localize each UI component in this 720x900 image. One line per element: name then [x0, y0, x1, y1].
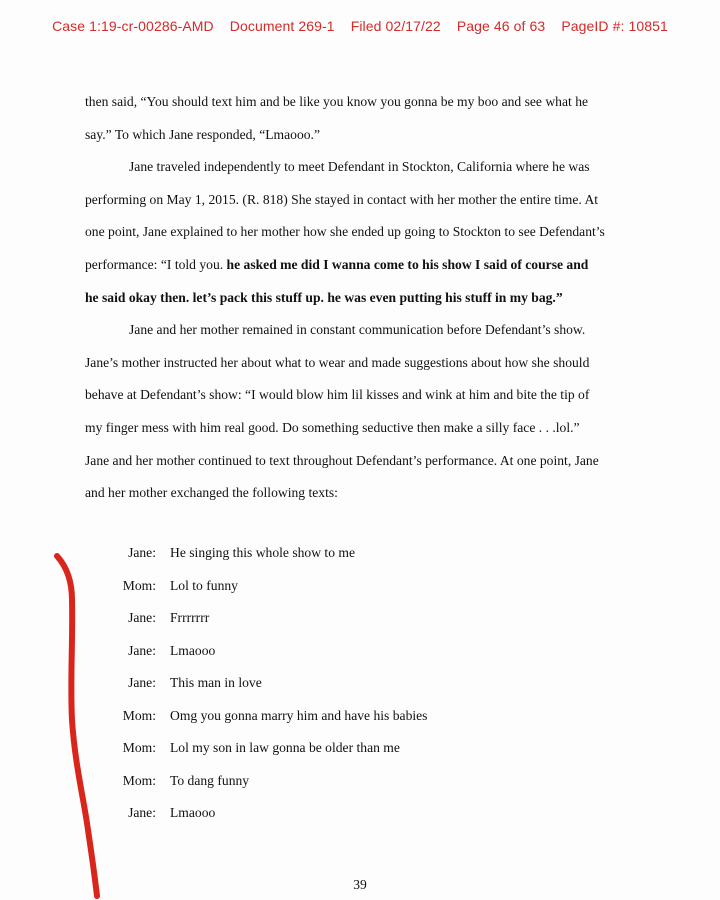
- message-text: Omg you gonna marry him and have his babies: [170, 707, 428, 723]
- document-number: Document 269-1: [229, 18, 335, 34]
- speaker-label: Jane:: [128, 642, 156, 658]
- paragraph-1: then said, “You should text him and be like you know you gonna be my boo and see what he say.” To which Jane responded, “Lmaooo.”: [85, 94, 589, 142]
- message-text: Frrrrrrr: [170, 610, 210, 625]
- text-message: [0, 740, 720, 760]
- page-id: PageID #: 10851: [561, 18, 668, 34]
- message-text: He singing this whole show to me: [170, 545, 356, 560]
- page-count: Page 46 of 63: [456, 18, 546, 34]
- text-message: [0, 643, 720, 663]
- text-message: [0, 675, 720, 695]
- speaker-label: Jane:: [128, 545, 156, 560]
- message-text: To dang funny: [170, 772, 250, 788]
- message-text: Lol to funny: [170, 577, 238, 593]
- message-text: This man in love: [170, 675, 262, 690]
- speaker-label: Mom:: [122, 772, 156, 788]
- text-message: [0, 708, 720, 728]
- paragraph-2-bold-quote: he asked me did I wanna come to his show I said of course and he said okay then. let’s pack this stuff up. he was even putting his stuff in my bag.”: [85, 256, 589, 305]
- body-text: [85, 86, 605, 510]
- text-message: [0, 773, 720, 793]
- message-text: Lol my son in law gonna be older than me: [170, 740, 400, 755]
- case-number: Case 1:19-cr-00286-AMD: [52, 18, 214, 34]
- text-message: [0, 805, 720, 825]
- speaker-label: Jane:: [128, 675, 156, 690]
- text-message: [0, 610, 720, 630]
- paragraph-3: Jane and her mother remained in constant communication before Defendant’s show. Jane’s mother instructed her about what to wear and made suggestions about how she should behave at Defendant’s show: “I would blow him lil kisses and wink at him and bite the tip of my finger mess with him real good. Do something seductive then make a silly face . . .lol.” Jane and her mother continued to text throughout Defendant’s performance. At one point, Jane and her mother exchanged the following texts:: [85, 322, 599, 501]
- message-text: Lmaooo: [170, 805, 216, 820]
- speaker-label: Mom:: [122, 707, 156, 723]
- text-message: [0, 545, 720, 565]
- speaker-label: Mom:: [122, 577, 156, 593]
- page-number: 39: [353, 877, 367, 892]
- filing-header: [0, 18, 720, 34]
- text-message: [0, 578, 720, 598]
- paragraph-2-text: Jane traveled independently to meet Defendant in Stockton, California where he was performing on May 1, 2015. (R. 818) She stayed in contact with her mother the entire time. At one point, Jane explained to her mother how she ended up going to Stockton to see Defendant’s performance: “I told you.: [85, 159, 605, 272]
- speaker-label: Mom:: [122, 740, 156, 755]
- message-text: Lmaooo: [170, 642, 216, 658]
- speaker-label: Jane:: [128, 805, 156, 820]
- speaker-label: Jane:: [128, 610, 156, 625]
- paragraph-2: [85, 151, 605, 314]
- filed-date: Filed 02/17/22: [350, 18, 441, 34]
